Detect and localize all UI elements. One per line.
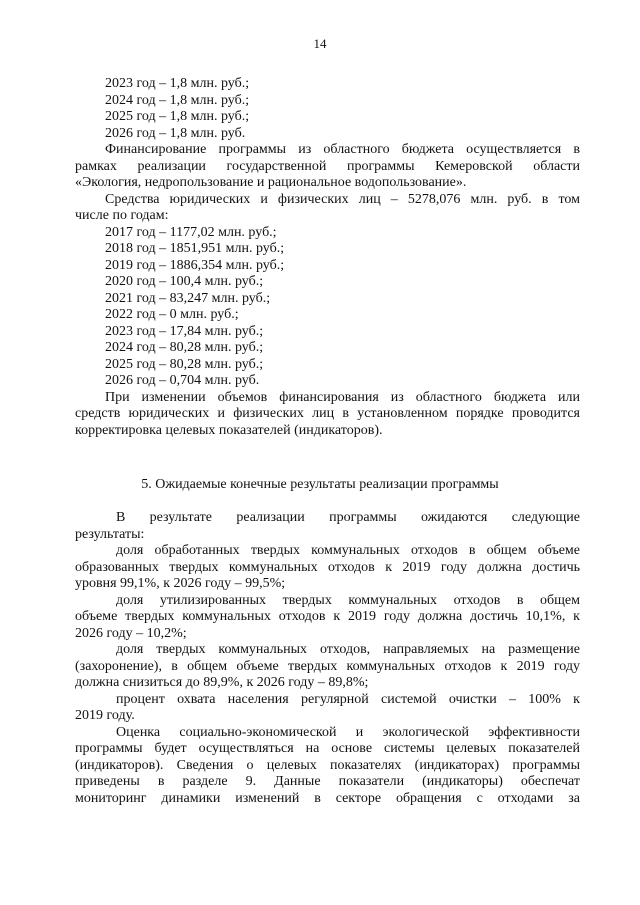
text-line: доля утилизированных твердых коммунальных отходов в общем <box>116 592 580 608</box>
text-line: образованных твердых коммунальных отходов к 2019 году должна достичь <box>75 559 580 575</box>
text-line: 2026 год – 0,704 млн. руб. <box>105 373 260 388</box>
section-heading: 5. Ожидаемые конечные результаты реализации программы <box>141 477 499 492</box>
results-text-block <box>75 510 580 807</box>
text-line: Финансирование программы из областного бюджета осуществляется в <box>105 142 580 157</box>
text-line: должна снизиться до 89,9%, к 2026 году – 89,8%; <box>75 675 369 690</box>
text-line: результаты: <box>75 526 145 542</box>
text-line: 2019 году. <box>75 708 135 723</box>
text-line: доля твердых коммунальных отходов, направляемых на размещение <box>116 642 580 657</box>
text-line: рамках реализации государственной программы Кемеровской области <box>75 158 580 174</box>
text-line: Оценка социально-экономической и экологической эффективности <box>116 724 580 740</box>
text-line: 2024 год – 1,8 млн. руб.; <box>105 92 250 108</box>
text-line: 2018 год – 1851,951 млн. руб.; <box>105 241 285 256</box>
text-line: доля обработанных твердых коммунальных отходов в общем объеме <box>116 543 580 558</box>
text-line: 2022 год – 0 млн. руб.; <box>105 307 239 322</box>
text-line: процент охвата населения регулярной системой очистки – 100% к <box>116 691 580 707</box>
text-line: программы будет осуществляться на основе системы целевых показателей <box>75 741 580 756</box>
text-line: приведены в разделе 9. Данные показатели (индикаторы) обеспечат <box>75 774 580 789</box>
text-line: мониторинг динамики изменений в секторе обращения с отходами за <box>75 790 580 806</box>
text-line: уровня 99,1%, к 2026 году – 99,5%; <box>75 576 286 591</box>
text-line: 2021 год – 83,247 млн. руб.; <box>105 290 271 306</box>
text-line: 2026 год – 1,8 млн. руб. <box>105 125 246 141</box>
text-line: При изменении объемов финансирования из областного бюджета или <box>105 389 580 405</box>
text-line: числе по годам: <box>75 208 169 223</box>
financing-text-block <box>75 76 580 439</box>
page-number: 14 <box>313 36 327 51</box>
text-line: 2019 год – 1886,354 млн. руб.; <box>105 257 285 273</box>
text-line: 2023 год – 17,84 млн. руб.; <box>105 323 264 339</box>
text-line: (индикаторов). Сведения о целевых показателях (индикаторах) программы <box>75 757 580 773</box>
text-line: 2023 год – 1,8 млн. руб.; <box>105 76 250 91</box>
text-line: 2026 году – 10,2%; <box>75 625 187 641</box>
text-line: В результате реализации программы ожидаются следующие <box>116 510 580 525</box>
text-line: 2017 год – 1177,02 млн. руб.; <box>105 224 277 240</box>
text-line: 2020 год – 100,4 млн. руб.; <box>105 274 264 289</box>
text-line: средств юридических и физических лиц в установленном порядке проводится <box>75 406 580 421</box>
text-line: 2025 год – 80,28 млн. руб.; <box>105 356 264 372</box>
text-line: Средства юридических и физических лиц – 5278,076 млн. руб. в том <box>105 191 580 207</box>
text-line: (захоронение), в общем объеме твердых коммунальных отходов к 2019 году <box>75 658 580 674</box>
text-line: 2025 год – 1,8 млн. руб.; <box>105 109 250 124</box>
text-line: объеме твердых коммунальных отходов к 2019 году должна достичь 10,1%, к <box>75 609 580 624</box>
text-line: «Экология, недропользование и рациональное водопользование». <box>75 175 467 190</box>
text-line: корректировка целевых показателей (индикаторов). <box>75 422 383 438</box>
text-line: 2024 год – 80,28 млн. руб.; <box>105 340 264 355</box>
